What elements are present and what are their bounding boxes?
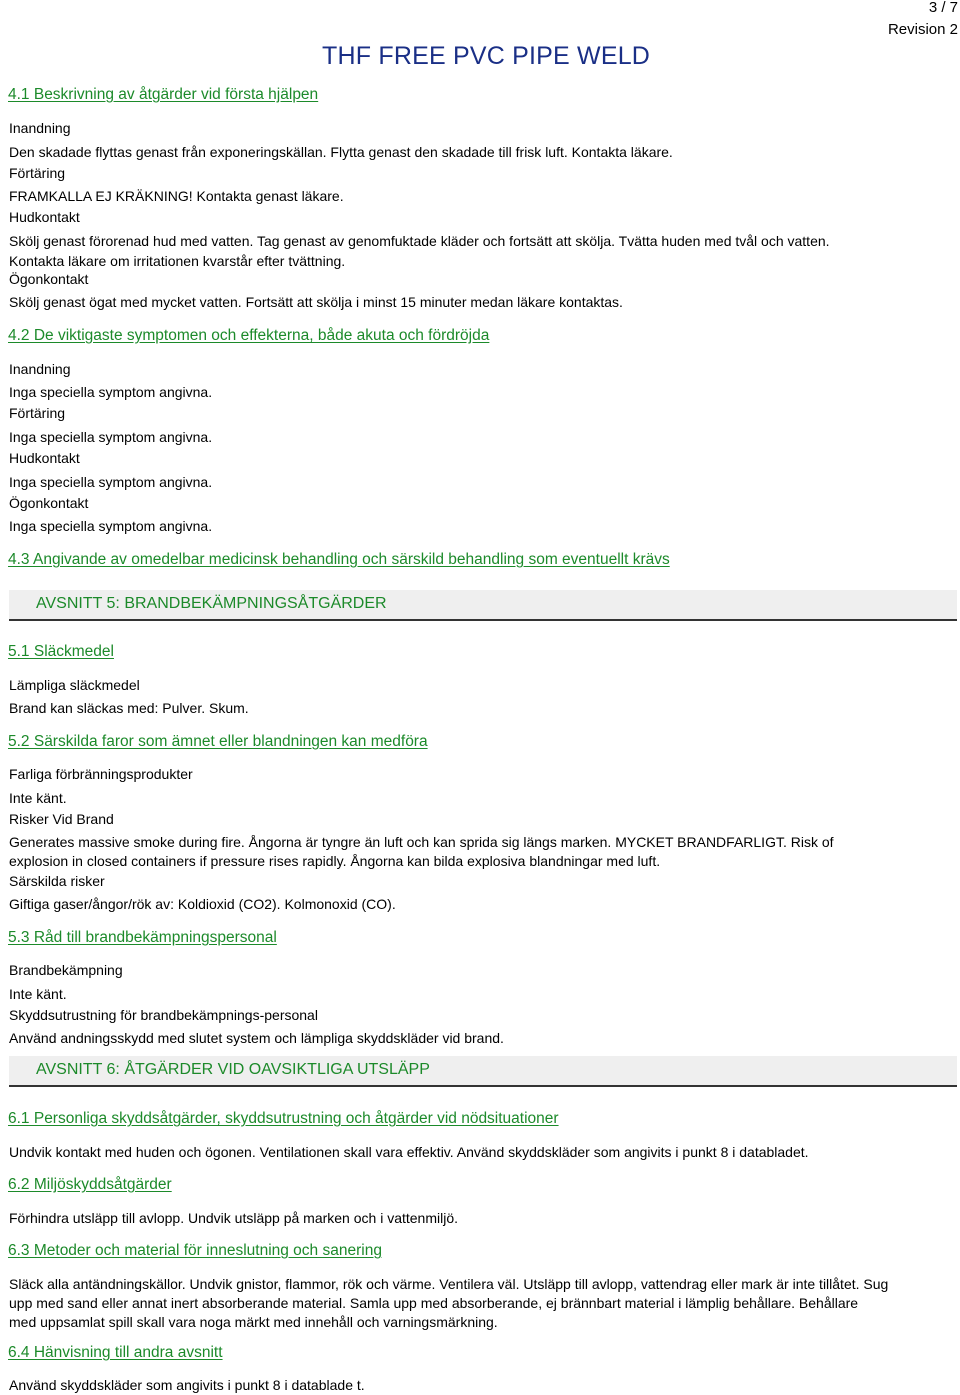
combustion-products-label: Farliga förbränningsprodukter [9,766,193,782]
symptom-inhalation-label: Inandning [9,361,71,377]
reference-text: Använd skyddskläder som angivits i punkt 8 i datablade t. [9,1377,365,1393]
heading-6-3: 6.3 Metoder och material för inneslutning och sanering [8,1242,382,1259]
heading-6-2: 6.2 Miljöskyddsåtgärder [8,1176,172,1193]
firefighting-label: Brandbekämpning [9,962,123,978]
fire-risk-text: Generates massive smoke during fire. Ångorna är tyngre än luft och kan sprida sig längs marken. MYCKET BRANDFARLIGT. Risk of explosion in closed containers if pressure rises rapidly. Ångorna kan bilda explosiva blandningar med luft. [9,834,834,869]
heading-4-2: 4.2 De viktigaste symptomen och effekterna, både akuta och fördröjda [8,327,490,344]
symptom-eye-text: Inga speciella symptom angivna. [9,518,213,534]
symptom-ingestion-label: Förtäring [9,405,66,421]
skin-text-2: Kontakta läkare om irritationen kvarstår efter tvättning. [9,253,346,269]
special-risks-label: Särskilda risker [9,873,105,889]
symptom-skin-text: Inga speciella symptom angivna. [9,474,213,490]
symptom-eye-label: Ögonkontakt [9,495,89,511]
section-5-header [9,590,957,621]
firefighter-ppe-text: Använd andningsskydd med slutet system och lämpliga skyddskläder vid brand. [9,1030,504,1046]
heading-4-1: 4.1 Beskrivning av åtgärder vid första hjälpen [8,86,319,103]
skin-text: Skölj genast förorenad hud med vatten. Tag genast av genomfuktade kläder och fortsätt att skölja. Tvätta huden med tvål och vatten. [9,233,830,249]
ingestion-label: Förtäring [9,165,66,181]
inhalation-label: Inandning [9,120,71,136]
section-6-title: AVSNITT 6: ÅTGÄRDER VID OAVSIKTLIGA UTSLÄPP [36,1061,430,1078]
heading-5-1: 5.1 Släckmedel [8,643,114,660]
containment-text: Släck alla antändningskällor. Undvik gnistor, flammor, rök och värme. Ventilera väl. Utsläpp till avlopp, vattendrag eller mark är inte tillåtet. Sug upp med sand eller annat inert absorberande material. Samla upp med absorberande, ej brännbart material i lämplig behållare. Behållare med uppsamlat spill skall vara noga märkt med innehåll och varningsmärkning. [9,1276,889,1330]
inhalation-text: Den skadade flyttas genast från exponeringskällan. Flytta genast den skadade till frisk luft. Kontakta läkare. [9,144,673,160]
symptom-inhalation-text: Inga speciella symptom angivna. [9,384,213,400]
extinguishing-media-text: Brand kan släckas med: Pulver. Skum. [9,700,249,716]
extinguishing-media-label: Lämpliga släckmedel [9,677,140,693]
revision-label: Revision 2 [887,21,958,38]
firefighting-text: Inte känt. [9,986,67,1002]
heading-5-3: 5.3 Råd till brandbekämpningspersonal [8,929,277,946]
eye-label: Ögonkontakt [9,271,89,287]
environmental-precautions-text: Förhindra utsläpp till avlopp. Undvik utsläpp på marken och i vattenmiljö. [9,1210,459,1226]
fire-risk-label: Risker Vid Brand [9,811,114,827]
symptom-ingestion-text: Inga speciella symptom angivna. [9,429,213,445]
firefighter-ppe-label: Skyddsutrustning för brandbekämpnings-personal [9,1007,318,1023]
eye-text: Skölj genast ögat med mycket vatten. Fortsätt att skölja i minst 15 minuter medan läkare kontaktas. [9,294,623,310]
page-number: 3 / 7 [928,0,958,16]
special-risks-text: Giftiga gaser/ångor/rök av: Koldioxid (CO2). Kolmonoxid (CO). [9,896,396,912]
heading-4-3: 4.3 Angivande av omedelbar medicinsk behandling och särskild behandling som eventuellt krävs [8,551,670,568]
document-title: THF FREE PVC PIPE WELD [322,42,651,70]
skin-label: Hudkontakt [9,209,80,225]
heading-6-4: 6.4 Hänvisning till andra avsnitt [8,1344,223,1361]
heading-5-2: 5.2 Särskilda faror som ämnet eller blandningen kan medföra [8,733,428,750]
combustion-products-text: Inte känt. [9,790,67,806]
heading-6-1: 6.1 Personliga skyddsåtgärder, skyddsutrustning och åtgärder vid nödsituationer [8,1110,559,1127]
symptom-skin-label: Hudkontakt [9,450,80,466]
section-6-header [9,1056,957,1087]
section-5-title: AVSNITT 5: BRANDBEKÄMPNINGSÅTGÄRDER [36,595,387,612]
ingestion-text: FRAMKALLA EJ KRÄKNING! Kontakta genast läkare. [9,188,344,204]
personal-precautions-text: Undvik kontakt med huden och ögonen. Ventilationen skall vara effektiv. Använd skyddskläder som angivits i punkt 8 i databladet. [9,1144,809,1160]
